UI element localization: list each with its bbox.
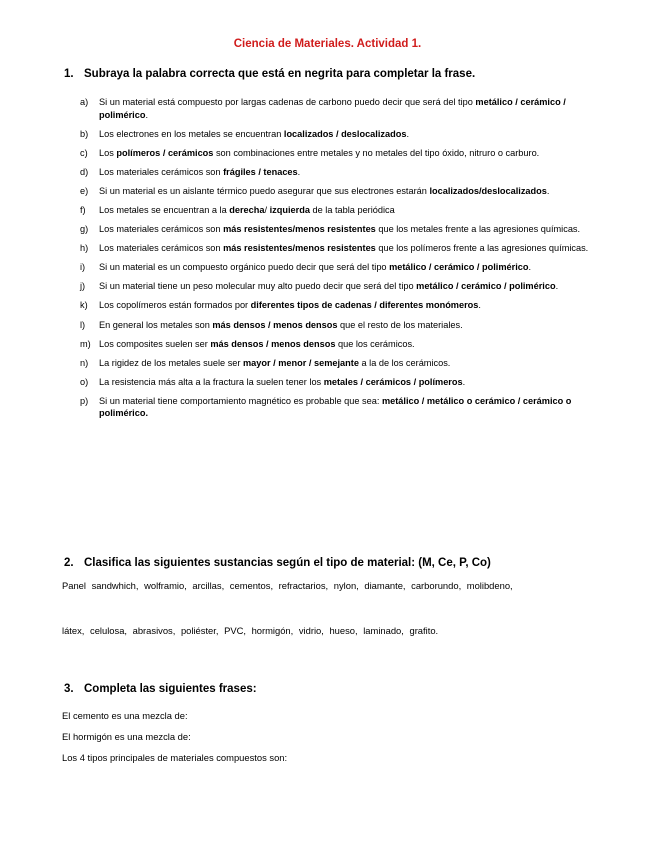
completion-line-cement: El cemento es una mezcla de: (62, 710, 188, 721)
item-letter: j) (80, 281, 86, 292)
bold-options: localizados/deslocalizados (429, 185, 547, 196)
item-letter: a) (80, 97, 89, 107)
item-text: . (555, 281, 559, 292)
completion-line-concrete: El hormigón es una mezcla de: (62, 731, 191, 742)
bold-options: metálico / cerámico / polimérico (389, 262, 529, 273)
exercise-item (80, 96, 600, 121)
item-text: son combinaciones entre metales y no metales del tipo óxido, nitruro o carburo. (213, 147, 540, 158)
item-text: Los materiales cerámicos son (99, 224, 224, 235)
bold-options: metálico / cerámico / polimérico (416, 281, 556, 292)
item-letter: b) (80, 128, 89, 139)
item-letter: p) (80, 395, 89, 406)
item-text: En general los metales son (99, 319, 213, 330)
item-text: que los polímeros frente a las agresiones químicas. (375, 243, 589, 254)
item-text: a la de los cerámicos. (358, 357, 451, 368)
item-text: Si un material es un compuesto orgánico puedo decir que será del tipo (99, 262, 390, 273)
item-letter: o) (80, 376, 89, 387)
substances-line-1: Panel sandwhich, wolframio, arcillas, cementos, refractarios, nylon, diamante, carborundo, molibdeno, (62, 580, 513, 591)
item-text: de la tabla periódica (309, 204, 395, 215)
item-text: La rigidez de los metales suele ser (99, 357, 244, 368)
item-text: Los electrones en los metales se encuentran (99, 128, 284, 139)
bold-options: más densos / menos densos (212, 319, 338, 330)
item-text: . (546, 185, 550, 196)
exercise-item (80, 376, 600, 389)
exercise-item (80, 299, 600, 312)
bold-options: izquierda (269, 204, 310, 215)
item-letter: e) (80, 185, 89, 196)
substances-line-2: látex, celulosa, abrasivos, poliéster, PVC, hormigón, vidrio, hueso, laminado, grafito. (62, 625, 439, 636)
section-2-heading (64, 557, 491, 569)
bold-options: frágiles / tenaces (223, 166, 298, 177)
section-1-heading-text: Subraya la palabra correcta que está en negrita para completar la frase. (84, 68, 476, 80)
item-letter: k) (80, 300, 88, 311)
item-text: Si un material es un aislante térmico puedo asegurar que sus electrones estarán (99, 185, 430, 196)
section-3-heading-text: Completa las siguientes frases: (84, 683, 257, 695)
item-text: La resistencia más alta a la fractura la suelen tener los (99, 376, 324, 387)
section-2-number: 2. (64, 557, 74, 569)
item-text: . (145, 109, 149, 120)
item-text: / (264, 204, 270, 215)
item-text: Los copolímeros están formados por (99, 300, 251, 311)
bold-options: mayor / menor / semejante (243, 357, 359, 368)
item-text: . (462, 376, 466, 387)
exercise-item (80, 280, 600, 293)
exercise-list (80, 96, 600, 427)
exercise-item (80, 338, 600, 351)
exercise-item (80, 261, 600, 274)
completion-line-composites: Los 4 tipos principales de materiales compuestos son: (62, 752, 288, 763)
bold-options: derecha (229, 204, 265, 215)
item-letter: i) (80, 262, 86, 273)
section-3-number: 3. (64, 683, 74, 695)
item-letter: f) (80, 204, 86, 215)
exercise-item (80, 166, 600, 179)
exercise-item (80, 357, 600, 370)
exercise-item (80, 204, 600, 217)
bold-options: metales / cerámicos / polímeros (323, 376, 463, 387)
item-text: Los materiales cerámicos son (99, 166, 224, 177)
bold-options: más resistentes/menos resistentes (223, 224, 376, 235)
item-text: Los composites suelen ser (99, 338, 211, 349)
bold-options: metálico / cerámico / polimérico (99, 97, 566, 120)
item-letter: l) (80, 319, 86, 330)
document-title: Ciencia de Materiales. Actividad 1. (233, 38, 422, 50)
exercise-item (80, 395, 600, 420)
bold-options: polímeros / cerámicos (116, 147, 214, 158)
item-text: . (478, 300, 481, 311)
section-2-heading-text: Clasifica las siguientes sustancias según el tipo de material: (M, Ce, P, Co) (84, 557, 491, 569)
item-text: Los metales se encuentran a la (99, 204, 230, 215)
item-text: Si un material está compuesto por largas cadenas de carbono puedo decir que será del tipo (99, 97, 476, 107)
item-letter: n) (80, 357, 89, 368)
item-letter: g) (80, 224, 89, 235)
section-1-heading (64, 68, 475, 80)
item-text: . (297, 166, 301, 177)
item-text: . (406, 128, 409, 139)
item-text: Los materiales cerámicos son (99, 243, 224, 254)
item-letter: m) (80, 338, 91, 349)
section-1-number: 1. (64, 68, 74, 80)
item-text: Si un material tiene un peso molecular muy alto puedo decir que será del tipo (99, 281, 417, 292)
section-3-heading (64, 683, 257, 695)
exercise-item (80, 147, 600, 160)
exercise-item (80, 128, 600, 141)
exercise-item (80, 185, 600, 198)
item-letter: h) (80, 243, 89, 254)
item-text: que los metales frente a las agresiones químicas. (375, 224, 581, 235)
exercise-item (80, 319, 600, 332)
bold-options: más resistentes/menos resistentes (223, 243, 376, 254)
item-text: Los (99, 147, 117, 158)
item-text: que el resto de los materiales. (337, 319, 463, 330)
item-text: que los cerámicos. (335, 338, 415, 349)
exercise-item (80, 242, 600, 255)
item-letter: c) (80, 147, 88, 158)
item-text: Si un material tiene comportamiento magnético es probable que sea: (99, 395, 382, 406)
item-letter: d) (80, 166, 89, 177)
bold-options: más densos / menos densos (210, 338, 336, 349)
item-text: . (528, 262, 532, 273)
bold-options: localizados / deslocalizados (283, 128, 407, 139)
exercise-item (80, 223, 600, 236)
bold-options: metálico / metálico o cerámico / cerámico o polimérico. (99, 395, 572, 419)
bold-options: diferentes tipos de cadenas / diferentes monómeros (250, 300, 479, 311)
